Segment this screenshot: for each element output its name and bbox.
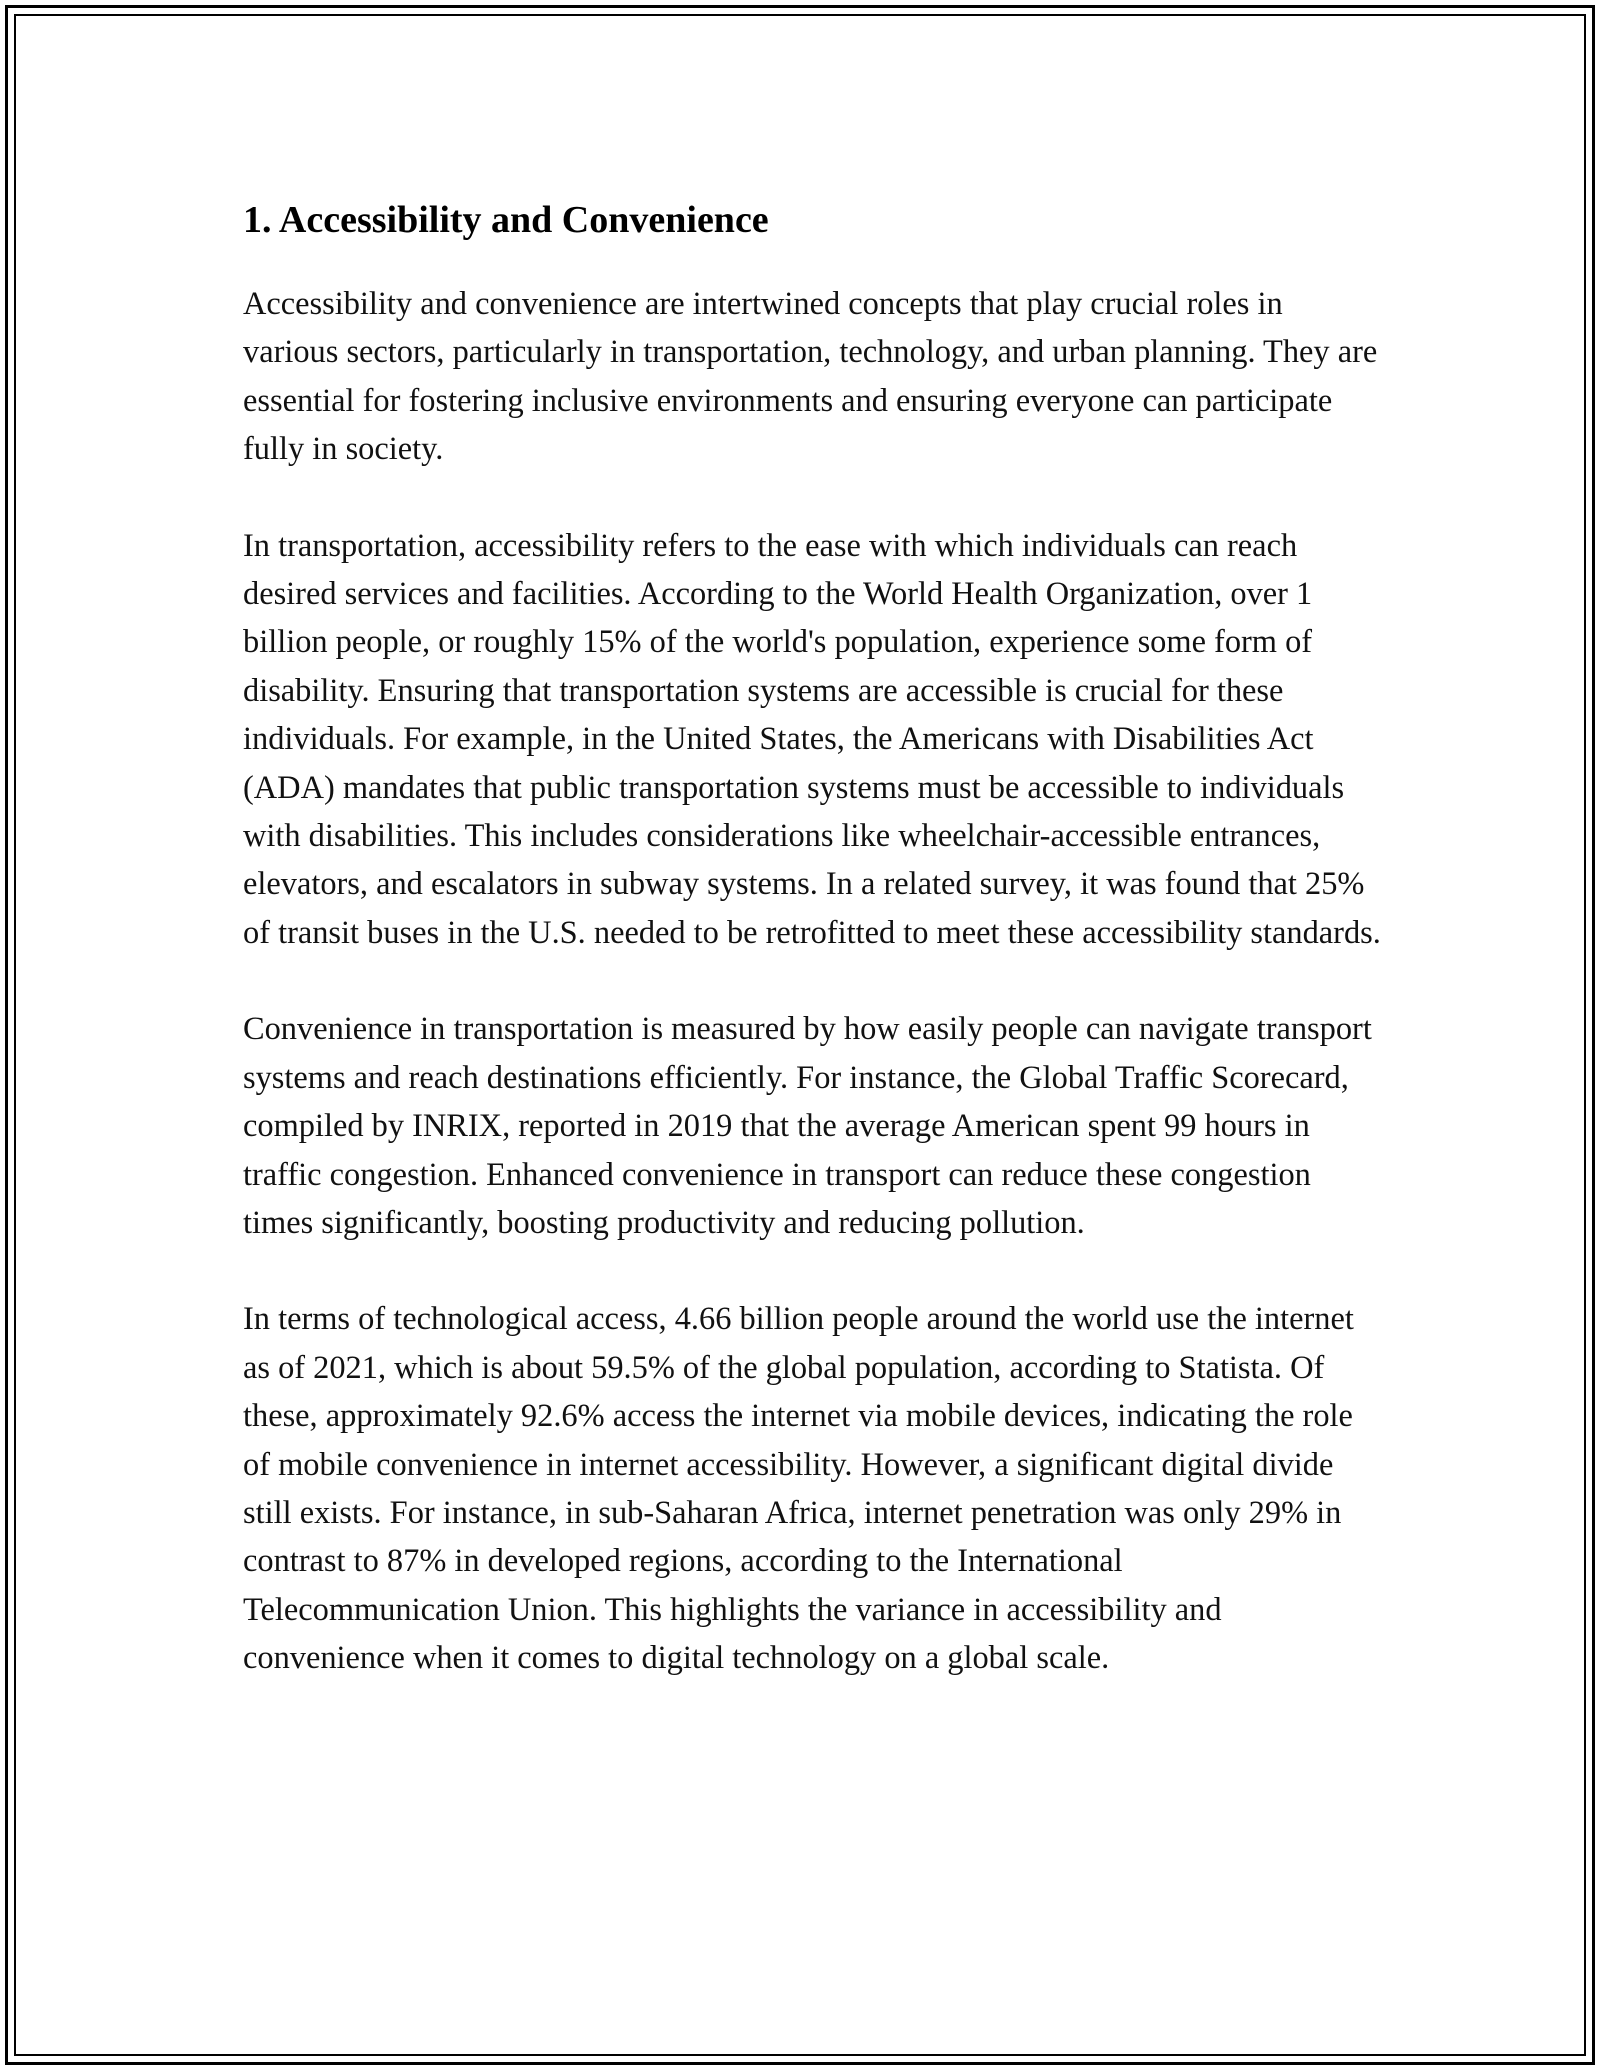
section-title: 1. Accessibility and Convenience bbox=[243, 199, 769, 241]
document-body bbox=[243, 194, 1383, 1731]
paragraph-technological-access: In terms of technological access, 4.66 billion people around the world use the internet as of 2021, which is about 59.5% of the global population, according to Statista. Of these, approximately 92.6% access the internet via mobile devices, indicating the role of mobile convenience in internet accessibility. However, a significant digital divide still exists. For instance, in sub-Saharan Africa, internet penetration was only 29% in contrast to 87% in developed regions, according to the International Telecommunication Union. This highlights the variance in accessibility and convenience when it comes to digital technology on a global scale. bbox=[243, 1301, 1354, 1677]
paragraph-intro: Accessibility and convenience are intertwined concepts that play crucial roles in various sectors, particularly in transportation, technology, and urban planning. They are essential for fostering inclusive environments and ensuring everyone can participate fully in society. bbox=[243, 286, 1378, 468]
paragraph-transport-accessibility: In transportation, accessibility refers to the ease with which individuals can reach desired services and facilities. According to the World Health Organization, over 1 billion people, or roughly 15% of the world's population, experience some form of disability. Ensuring that transportation systems are accessible is crucial for these individuals. For example, in the United States, the Americans with Disabilities Act (ADA) mandates that public transportation systems must be accessible to individuals with disabilities. This includes considerations like wheelchair-accessible entrances, elevators, and escalators in subway systems. In a related survey, it was found that 25% of transit buses in the U.S. needed to be retrofitted to meet these accessibility standards. bbox=[243, 527, 1381, 951]
paragraph-transport-convenience: Convenience in transportation is measured by how easily people can navigate transport systems and reach destinations efficiently. For instance, the Global Traffic Scorecard, compiled by INRIX, reported in 2019 that the average American spent 99 hours in traffic congestion. Enhanced convenience in transport can reduce these congestion times significantly, boosting productivity and reducing pollution. bbox=[243, 1011, 1372, 1241]
page-frame bbox=[5, 5, 1595, 2065]
